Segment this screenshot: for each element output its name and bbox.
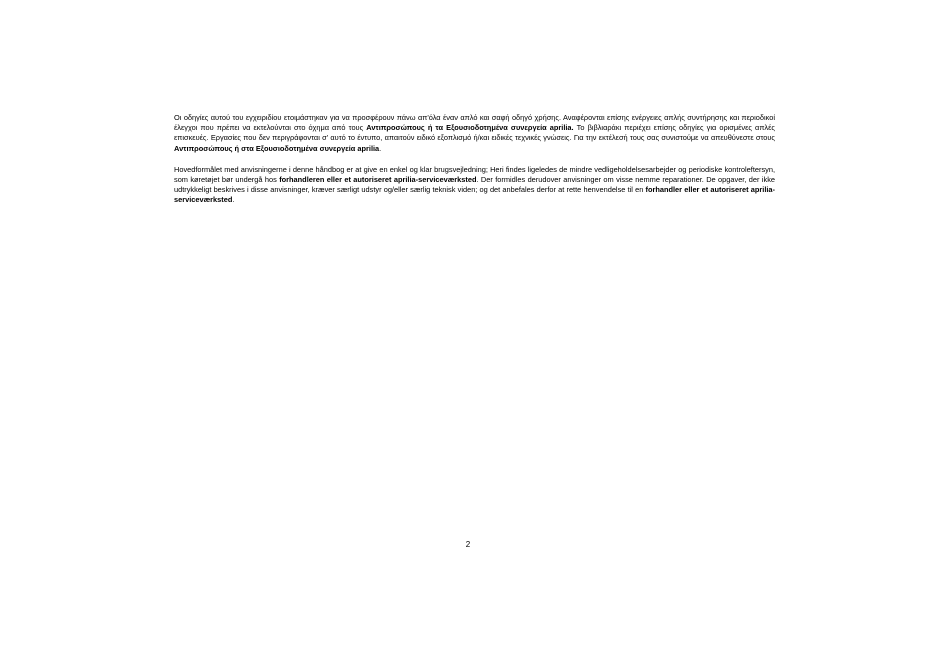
text-segment: Hovedformålet med anvisningerne i denne håndbog er at give en enkel og klar brugsvejledning; Heri findes ligeledes de mindre vedligeholdelsesarbejder og periodiske kontroleftersyn, som køretøjet bør undergå hos bbox=[174, 164, 775, 185]
text-segment: Οι οδηγίες αυτού του εγχειριδίου ετοιμάστηκαν για να προσφέρουν πάνω απ'όλα έναν απλό και σαφή οδηγό χρήσης. Αναφέρονται επίσης ενέργειες απλής συντήρησης και περιοδικοί έλεγχοι που πρέπει να εκτελούνται στο όχημα από τους bbox=[174, 113, 775, 133]
danish-paragraph bbox=[174, 165, 775, 206]
text-segment: . bbox=[379, 143, 382, 153]
text-segment: . Der formidles derudover anvisninger om visse nemme reparationer. De opgaver, der ikke udtrykkeligt beskrives i disse anvisninger, kræver særligt udstyr og/eller særlig teknisk viden; og det anbefales derfor at rette henvendelse til en bbox=[174, 175, 776, 195]
bold-text-segment: Αντιπροσώπους ή στα Εξουσιοδοτημένα συνεργεία aprilia bbox=[174, 143, 380, 153]
text-segment: Το βιβλιαράκι περιέχει επίσης οδηγίες για ορισμένες απλές επισκευές. Εργασίες που δεν περιγράφονται σ' αυτό το έντυπο, απαιτούν ειδικό εξοπλισμό ή/και ειδικές τεχνικές γνώσεις. Για την εκτέλεσή τους σας συνιστούμε να απευθύνεστε στους bbox=[174, 123, 775, 143]
page-body bbox=[174, 113, 775, 206]
bold-text-segment: forhandleren eller et autoriseret aprilia-serviceværksted bbox=[279, 175, 477, 185]
bold-text-segment: forhandler eller et autoriseret aprilia-serviceværksted bbox=[174, 185, 775, 205]
page-number: 2 bbox=[465, 540, 471, 549]
text-segment: . bbox=[232, 195, 235, 205]
bold-text-segment: Αντιπροσώπους ή τα Εξουσιοδοτημένα συνεργεία aprilia. bbox=[366, 123, 574, 133]
greek-paragraph bbox=[174, 113, 775, 154]
